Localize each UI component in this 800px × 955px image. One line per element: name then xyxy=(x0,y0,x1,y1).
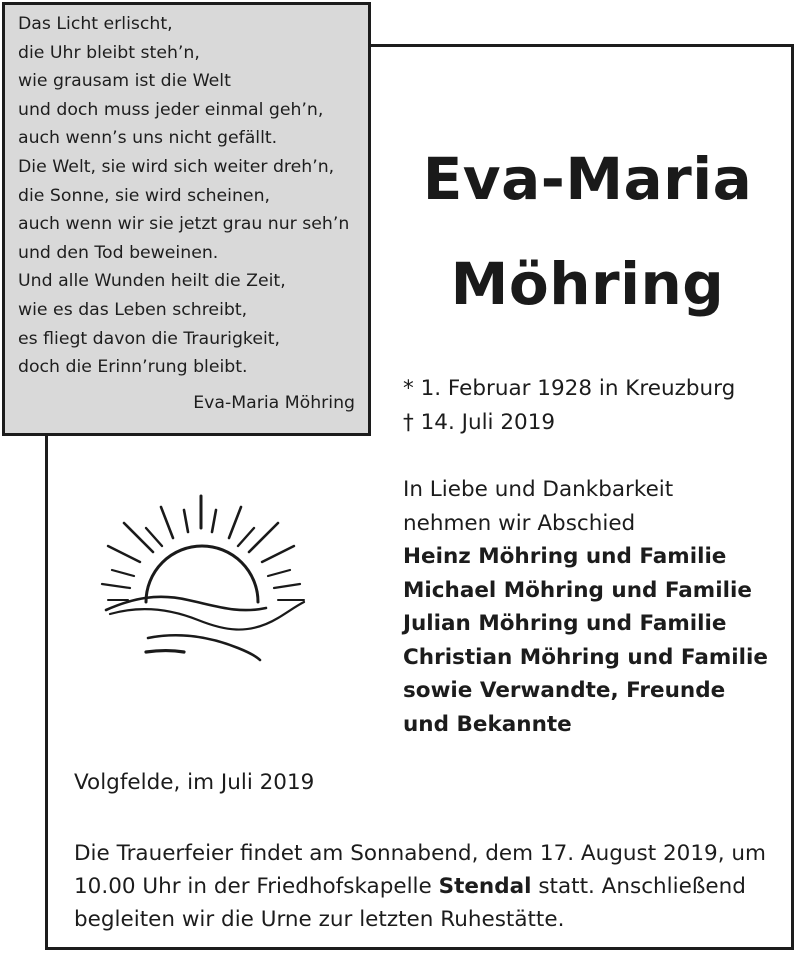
birth-date: * 1. Februar 1928 in Kreuzburg xyxy=(403,376,736,401)
mourner-line: sowie Verwandte, Freunde xyxy=(403,678,726,703)
poem-line: doch die Erinn’rung bleibt. xyxy=(18,357,248,378)
poem-line: und doch muss jeder einmal geh’n, xyxy=(18,99,324,120)
death-date: † 14. Juli 2019 xyxy=(403,410,556,435)
mourner-line: Michael Möhring und Familie xyxy=(403,577,752,603)
poem-line: und den Tod beweinen. xyxy=(18,242,219,263)
funeral-text: 10.00 Uhr in der Friedhofskapelle xyxy=(74,874,439,899)
mourner-line: und Bekannte xyxy=(403,711,572,737)
poem-text xyxy=(18,10,349,382)
farewell-intro: nehmen wir Abschied xyxy=(403,510,636,536)
mourner-line: Christian Möhring und Familie xyxy=(403,644,768,670)
funeral-line: begleiten wir die Urne zur letzten Ruhestätte. xyxy=(74,907,565,932)
poem-line: Die Welt, sie wird sich weiter dreh’n, xyxy=(18,156,335,177)
poem-line: wie es das Leben schreibt, xyxy=(18,299,248,320)
poem-box xyxy=(2,2,371,436)
funeral-location: Stendal xyxy=(438,874,532,899)
funeral-line: Die Trauerfeier findet am Sonnabend, dem 17. August 2019, um xyxy=(74,841,766,866)
place-and-date: Volgfelde, im Juli 2019 xyxy=(74,770,315,795)
funeral-notice xyxy=(74,837,766,936)
funeral-text: statt. Anschließend xyxy=(531,874,746,899)
poem-line: wie grausam ist die Welt xyxy=(18,71,231,92)
deceased-last-name: Möhring xyxy=(450,250,725,318)
poem-line: die Sonne, sie wird scheinen, xyxy=(18,185,271,206)
farewell-intro: In Liebe und Dankbarkeit xyxy=(403,477,674,502)
poem-line: Das Licht erlischt, xyxy=(18,14,173,34)
mourner-line: Julian Möhring und Familie xyxy=(403,611,727,636)
mourner-line: Heinz Möhring und Familie xyxy=(403,544,727,569)
poem-line: auch wenn wir sie jetzt grau nur seh’n xyxy=(18,214,350,235)
poem-author: Eva-Maria Möhring xyxy=(193,393,355,413)
poem-line: es fliegt davon die Traurigkeit, xyxy=(18,328,281,349)
farewell-block xyxy=(403,473,768,741)
poem-line: auch wenn’s uns nicht gefällt. xyxy=(18,128,278,149)
poem-line: Und alle Wunden heilt die Zeit, xyxy=(18,271,286,292)
life-dates xyxy=(403,372,735,440)
sunset-over-hills-icon xyxy=(98,490,310,670)
funeral-line xyxy=(74,870,766,903)
deceased-first-name: Eva-Maria xyxy=(422,145,753,213)
poem-line: die Uhr bleibt steh’n, xyxy=(18,42,200,63)
deceased-name xyxy=(375,145,800,360)
